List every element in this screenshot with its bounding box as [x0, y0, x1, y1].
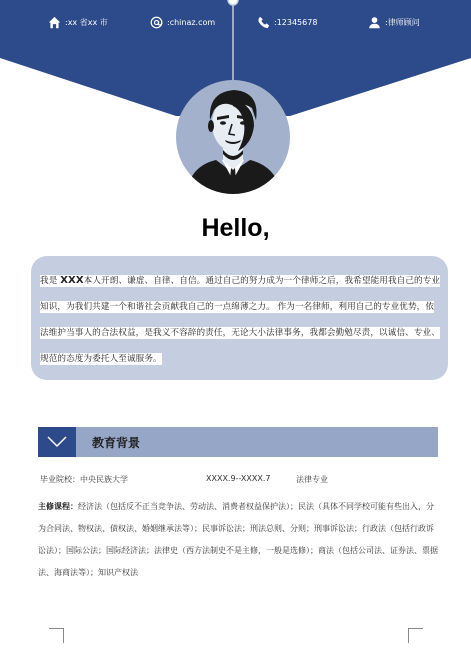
intro-prefix: 我是 [40, 276, 61, 286]
contact-website-text: :chinaz.com [167, 18, 216, 27]
home-icon [48, 16, 61, 29]
contact-website[interactable] [150, 16, 215, 29]
education-period: XXXX.9--XXXX.7 [206, 474, 271, 483]
page-corner-mark-right [408, 628, 423, 643]
intro-name: XXX [60, 275, 84, 286]
intro-text [40, 268, 442, 372]
contact-role [368, 16, 420, 29]
phone-icon [257, 16, 270, 29]
greeting-heading: Hello, [201, 214, 270, 242]
education-courses [38, 496, 438, 584]
at-icon [150, 16, 163, 29]
courses-text: 经济法（包括反不正当竞争法、劳动法、消费者权益保护法）；民法（具体不同学校可能有些出入，分为合同法、物权法、债权法、婚姻继承法等）；民事诉讼法；刑法总则、分则；刑事诉讼法；行政法（包括行政诉讼法）；国际公法；国际经济法；法律史（西方法制史不是主修，一般是选修）；商法（包括公司法、证券法、票据法、海商法等）；知识产权法 [38, 502, 438, 577]
contact-address [48, 16, 108, 29]
education-school: 毕业院校：中央民族大学 [40, 475, 128, 484]
page-corner-mark-left [49, 628, 64, 643]
contact-address-text: :xx 省xx 市 [65, 18, 108, 27]
avatar [176, 80, 290, 194]
chevron-down-icon [38, 427, 76, 457]
education-summary [40, 474, 440, 488]
user-icon [368, 16, 381, 29]
courses-label: 主修课程： [38, 502, 78, 511]
education-major: 法律专业 [296, 475, 328, 484]
contact-role-text: :律师顾问 [385, 18, 420, 27]
contact-phone-text: :12345678 [274, 18, 318, 27]
section-title-education: 教育背景 [92, 436, 141, 450]
portrait-illustration [176, 80, 290, 194]
contact-phone [257, 16, 317, 29]
contact-row [0, 16, 471, 38]
intro-body: 本人开朗、谦虚、自律、自信。通过自己的努力成为一个律师之后，我希望能用我自己的专业知识，为我们共建一个和谐社会贡献我自己的一点绵薄之力。 作为一名律师，利用自己的专业优势，依法维护当事人的合法权益，是我义不容辞的责任，无论大小法律事务，我都会勤勉尽责，以诚信、专业、规范的态度为委托人至诚服务。 [40, 276, 441, 364]
